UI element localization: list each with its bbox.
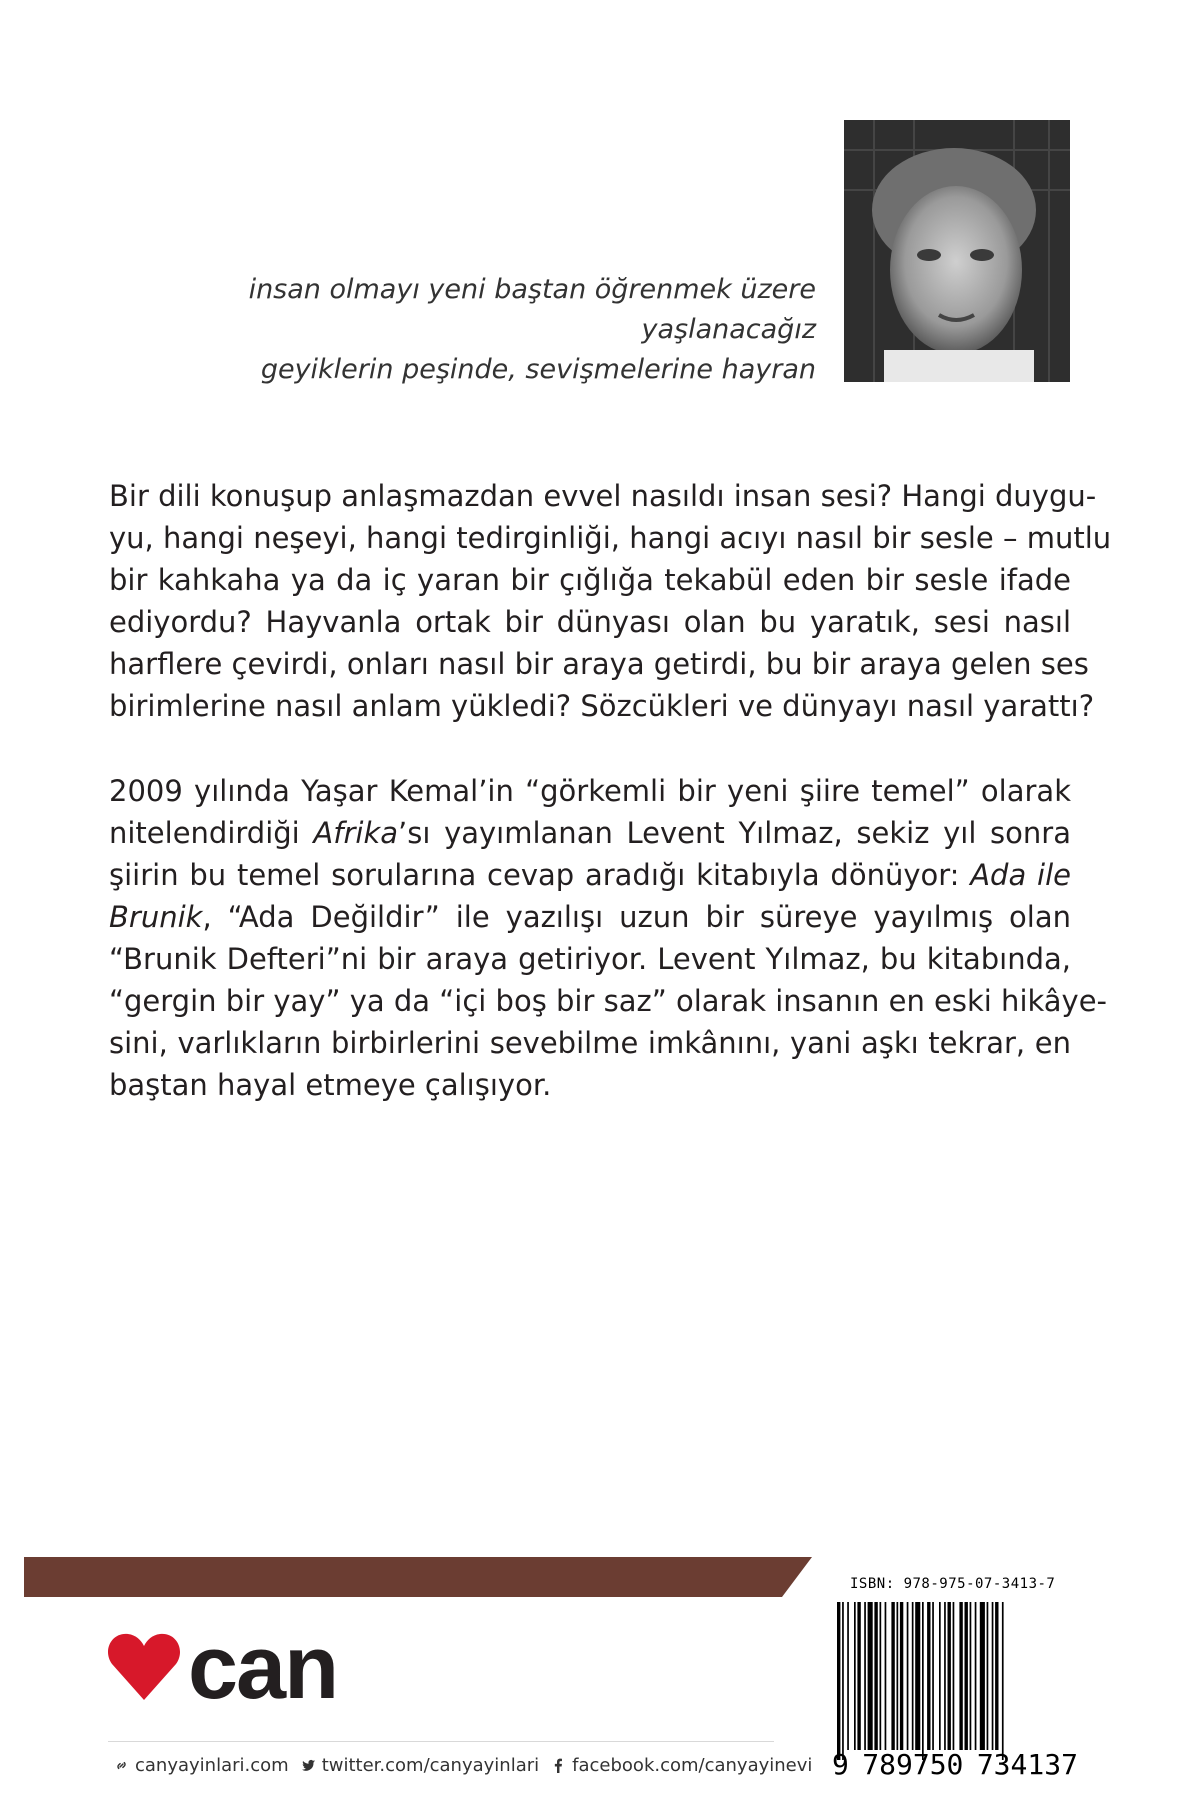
website-link[interactable] — [114, 1755, 289, 1776]
barcode-bar — [857, 1602, 860, 1750]
barcode-bar — [907, 1602, 909, 1750]
barcode-bar — [874, 1602, 877, 1750]
decorative-band — [24, 1557, 812, 1597]
barcode-bar — [987, 1602, 989, 1750]
barcode-bar — [944, 1602, 946, 1750]
barcode-bar — [842, 1602, 844, 1760]
book-title-brunik: Brunik — [109, 900, 203, 934]
epigraph-line: geyiklerin peşinde, sevişmelerine hayran — [260, 354, 816, 385]
twitter-icon — [301, 1758, 316, 1773]
barcode-bar — [959, 1602, 962, 1750]
blurb-text: şiirin bu temel sorularına cevap aradığı kitabıyla dönüyor: — [109, 858, 971, 892]
barcode-bar — [885, 1602, 887, 1750]
barcode-bar — [912, 1602, 914, 1750]
barcode-bar — [854, 1602, 856, 1750]
barcode-bar — [980, 1602, 985, 1750]
blurb-line — [109, 896, 1071, 938]
barcode-bar — [868, 1602, 873, 1750]
footer-rule — [108, 1741, 774, 1742]
barcode-bar — [992, 1602, 994, 1750]
publisher-logo — [108, 1628, 378, 1708]
website-label: canyayinlari.com — [135, 1755, 289, 1776]
facebook-link[interactable] — [551, 1755, 812, 1776]
publisher-links — [114, 1755, 812, 1776]
barcode-bar — [948, 1602, 951, 1750]
blurb-line: ediyordu? Hayvanla ortak bir dünyası olan bu yaratık, sesi nasıl — [109, 605, 1071, 639]
barcode-bar — [939, 1602, 941, 1750]
book-title-afrika: Afrika — [313, 816, 399, 850]
blurb-text: , “Ada Değildir” ile yazılışı uzun bir süreye yayılmış olan — [202, 900, 1071, 934]
barcode-bar — [891, 1602, 894, 1750]
barcode-bar — [965, 1602, 968, 1750]
blurb-line: yu, hangi neşeyi, hangi tedirginliği, hangi acıyı nasıl bir sesle – mutlu — [109, 521, 1112, 555]
blurb-line: 2009 yılında Yaşar Kemal’in “görkemli bir yeni şiire temel” olarak — [109, 774, 1071, 808]
barcode-bar — [975, 1602, 977, 1750]
barcode-bar — [1002, 1602, 1004, 1760]
blurb-line: sini, varlıkların birbirlerini sevebilme imkânını, yani aşkı tekrar, en — [109, 1026, 1071, 1060]
blurb-text: nitelendirdiği — [109, 816, 314, 850]
blurb-line — [109, 812, 1071, 854]
blurb-line: harflere çevirdi, onları nasıl bir araya getirdi, bu bir araya gelen ses — [109, 647, 1089, 681]
barcode-bar — [900, 1602, 903, 1750]
barcode-bar — [970, 1602, 972, 1750]
twitter-link[interactable] — [301, 1755, 539, 1776]
barcode-bar — [995, 1602, 998, 1750]
blurb-text: ’sı yayımlanan Levent Yılmaz, sekiz yıl sonra — [398, 816, 1071, 850]
heart-icon — [108, 1634, 180, 1700]
barcode-bar — [915, 1602, 920, 1750]
epigraph — [249, 270, 816, 390]
blurb-paragraph-1 — [109, 475, 1112, 727]
barcode-bar — [864, 1602, 866, 1750]
barcode-bar — [847, 1602, 849, 1750]
link-icon — [114, 1758, 129, 1773]
facebook-icon — [551, 1758, 566, 1773]
blurb-line: birimlerine nasıl anlam yükledi? Sözcükleri ve dünyayı nasıl yarattı? — [109, 689, 1095, 723]
epigraph-line: insan olmayı yeni baştan öğrenmek üzere — [248, 274, 816, 305]
logo-text: can — [188, 1628, 338, 1708]
author-photo — [844, 120, 1070, 382]
barcode-bar — [927, 1602, 930, 1750]
epigraph-line: yaşlanacağız — [641, 314, 816, 345]
book-title-ada-ile: Ada ile — [970, 858, 1071, 892]
barcode-bar — [880, 1602, 882, 1750]
twitter-label: twitter.com/canyayinlari — [321, 1755, 540, 1776]
barcode-digit-group: 789750 — [862, 1748, 964, 1781]
isbn-label: ISBN: 978-975-07-3413-7 — [850, 1576, 1056, 1592]
barcode-bar — [837, 1602, 840, 1760]
barcode-digit-group: 9 — [832, 1748, 849, 1781]
blurb-line — [109, 854, 1071, 896]
blurb-line: “gergin bir yay” ya da “içi boş bir saz” olarak insanın en eski hikâye- — [109, 984, 1108, 1018]
barcode-bar — [922, 1602, 924, 1760]
blurb-paragraph-2 — [109, 770, 1108, 1106]
blurb-line: Bir dili konuşup anlaşmazdan evvel nasıldı insan sesi? Hangi duygu- — [109, 479, 1097, 513]
barcode-bar — [932, 1602, 934, 1750]
barcode-bar — [953, 1602, 955, 1750]
barcode-digit-group: 734137 — [976, 1748, 1078, 1781]
barcode-digits — [832, 1748, 1078, 1781]
facebook-label: facebook.com/canyayinevi — [572, 1755, 813, 1776]
blurb-line: baştan hayal etmeye çalışıyor. — [109, 1068, 552, 1102]
barcode-bar — [897, 1602, 899, 1750]
blurb-line: bir kahkaha ya da iç yaran bir çığlığa tekabül eden bir sesle ifade — [109, 563, 1071, 597]
blurb-line: “Brunik Defteri”ni bir araya getiriyor. Levent Yılmaz, bu kitabında, — [109, 942, 1071, 976]
